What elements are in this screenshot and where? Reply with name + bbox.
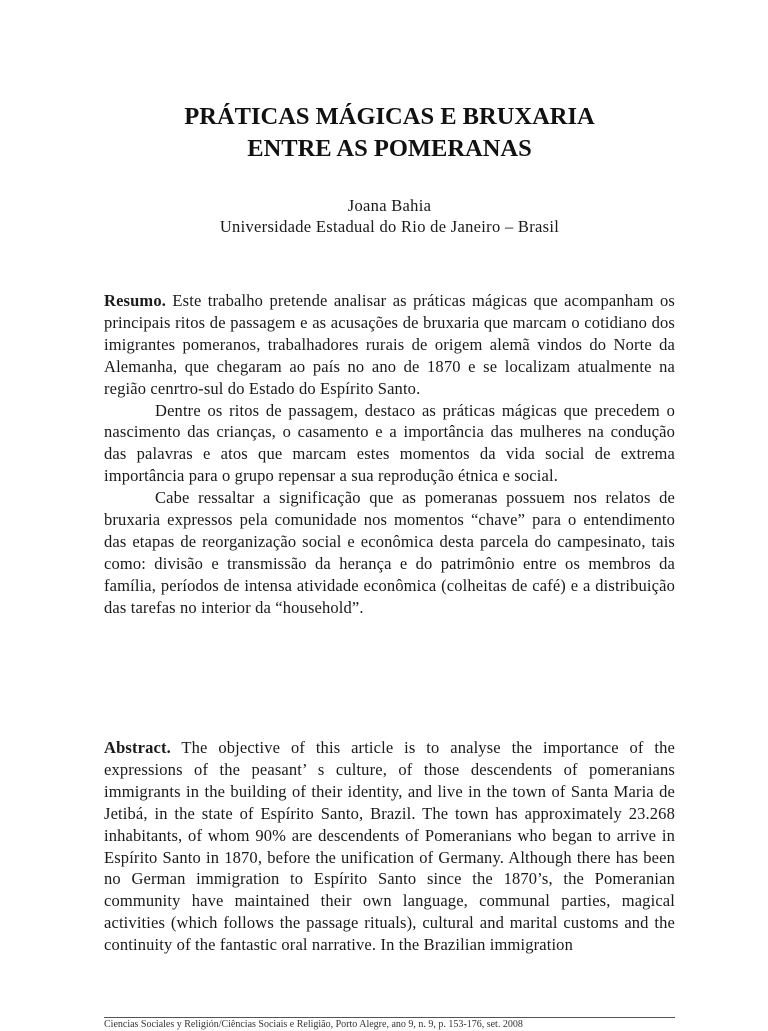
- resumo-label: Resumo.: [104, 291, 167, 310]
- paper-title: [104, 101, 675, 165]
- title-line-2: ENTRE AS POMERANAS: [247, 135, 532, 162]
- resumo-paragraph-1: [104, 290, 675, 400]
- author-name: Joana Bahia: [347, 196, 432, 215]
- resumo-section: [104, 290, 675, 619]
- author-affiliation: Universidade Estadual do Rio de Janeiro – Brasil: [219, 217, 560, 236]
- abstract-label: Abstract.: [104, 738, 171, 757]
- resumo-paragraph-2: Dentre os ritos de passagem, destaco as práticas mágicas que precedem o nascimento das crianças, o casamento e a importância das mulheres na condução das palavras e atos que marcam estes momentos da vida social de extrema importância para o grupo repensar a sua reprodução étnica e social.: [104, 400, 675, 486]
- author-block: [104, 195, 675, 237]
- footer-divider: [104, 1017, 675, 1018]
- footer-citation: Ciencias Sociales y Religión/Ciências Sociais e Religião, Porto Alegre, ano 9, n. 9, p. 153-176, set. 2008: [104, 1019, 523, 1030]
- abstract-text: The objective of this article is to analyse the importance of the expressions of the peasant’ s culture, of those descendents of pomeranians immigrants in the building of their identity, and live in the town of Santa Maria de Jetibá, in the state of Espírito Santo, Brazil. The town has approximately 23.268 inhabitants, of whom 90% are descendents of Pomeranians who began to arrive in Espírito Santo in 1870, before the unification of Germany. Although there has been no German immigration to Espírito Santo since the 1870’s, the Pomeranian community have maintained their own language, communal parties, magical activities (which follows the passage rituals), cultural and marital customs and the continuity of the fantastic oral narrative. In the Brazilian immigration: [104, 738, 675, 955]
- title-line-1: PRÁTICAS MÁGICAS E BRUXARIA: [184, 103, 595, 130]
- resumo-paragraph-3: Cabe ressaltar a significação que as pomeranas possuem nos relatos de bruxaria expressos pela comunidade nos momentos “chave” para o entendimento das etapas de reorganização social e econômica desta parcela do campesinato, tais como: divisão e transmissão da herança e do patrimônio entre os membros da família, períodos de intensa atividade econômica (colheitas de café) e a distribuição das tarefas no interior da “household”.: [104, 488, 675, 617]
- abstract-paragraph: [104, 737, 675, 956]
- resumo-p1-text: Este trabalho pretende analisar as práticas mágicas que acompanham os principais ritos de passagem e as acusações de bruxaria que marcam o cotidiano dos imigrantes pomeranos, trabalhadores rurais de origem alemã vindos do Norte da Alemanha, que chegaram ao país no ano de 1870 e se localizam atualmente na região cenrtro-sul do Estado do Espírito Santo.: [104, 291, 675, 398]
- abstract-section: [104, 737, 675, 956]
